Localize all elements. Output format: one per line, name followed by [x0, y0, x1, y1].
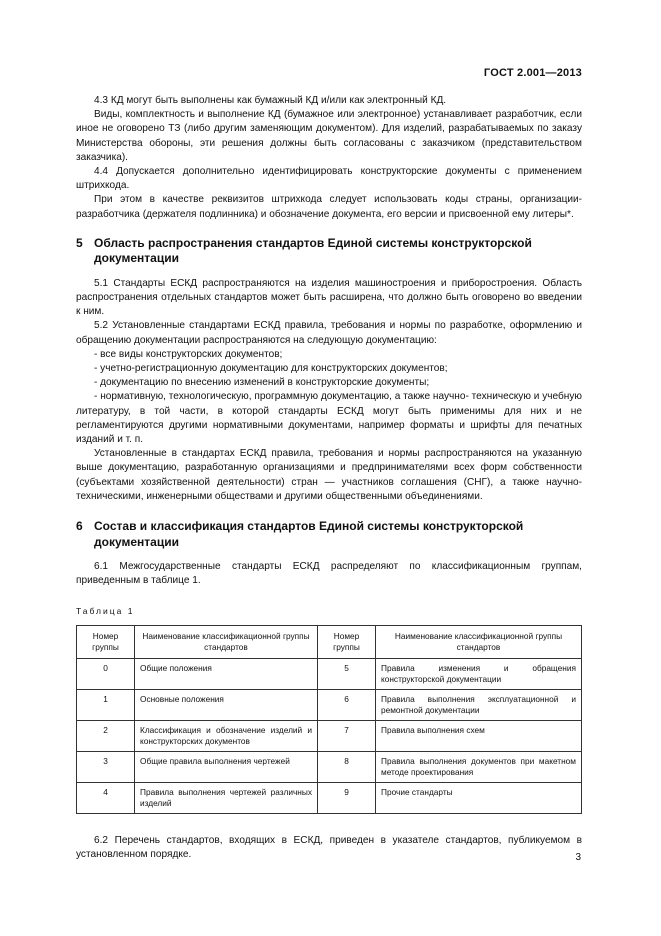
group-name: Прочие стандарты	[376, 782, 582, 813]
classification-table	[76, 625, 582, 814]
group-name: Правила выполнения документов при макетном методе проектирования	[376, 751, 582, 782]
group-name: Правила выполнения чертежей различных изделий	[135, 782, 318, 813]
group-number: 4	[77, 782, 135, 813]
section-5-heading	[76, 236, 582, 267]
table-row	[77, 720, 582, 751]
paragraph-6-1: 6.1 Межгосударственные стандарты ЕСКД распределяют по классификационным группам, приведенным в таблице 1.	[76, 561, 582, 587]
group-name: Основные положения	[135, 689, 318, 720]
table-caption: Таблица 1	[76, 606, 135, 617]
group-name: Общие правила выполнения чертежей	[135, 751, 318, 782]
list-item: - нормативную, технологическую, программную документацию, а также научно- техническую и учебную литературу, в той части, в которой стандарты ЕСКД могут быть применимы для них и не регламентируются другими нормативными документами, например форматы и шрифты для печатных изданий и т. п.	[76, 391, 582, 446]
table-row	[77, 689, 582, 720]
group-number: 7	[318, 720, 376, 751]
page-number: 3	[575, 852, 581, 863]
list-item: - учетно-регистрационную документацию для конструкторских документов;	[94, 363, 448, 375]
section-5-title: Область распространения стандартов Единой системы конструкторской документации	[94, 235, 532, 266]
paragraph-5-2: 5.2 Установленные стандартами ЕСКД правила, требования и нормы по разработке, оформлению и обращению документации распространяются на следующую документацию:	[76, 320, 582, 346]
paragraph-kd-types: Виды, комплектность и выполнение КД (бумажное или электронное) устанавливает разработчик, если иное не оговорено ТЗ (либо другим заменяющим документом). Для изделий, разрабатываемых по заказу Министерства обороны, эти решения должны быть согласованы с заказчиком (представительством заказчика).	[76, 109, 582, 163]
table-row	[77, 782, 582, 813]
section-6-heading	[76, 519, 582, 550]
group-name: Правила выполнения эксплуатационной и ремонтной документации	[376, 689, 582, 720]
section-6-title: Состав и классификация стандартов Единой системы конструкторской документации	[94, 519, 524, 549]
section-6-number: 6	[76, 519, 83, 534]
paragraph-4-4: 4.4 Допускается дополнительно идентифицировать конструкторские документы с применением штрихкода.	[76, 166, 582, 192]
header-group-name-left: Наименование классификационной группы стандартов	[135, 625, 318, 658]
group-number: 3	[77, 751, 135, 782]
group-number: 6	[318, 689, 376, 720]
group-number: 5	[318, 658, 376, 689]
group-number: 8	[318, 751, 376, 782]
table-header-row	[77, 625, 582, 658]
paragraph-5-scope: Установленные в стандартах ЕСКД правила, требования и нормы распространяются на указанную выше документацию, разработанную организациями и предпринимателями всех форм собственности (субъектами хозяйственной деятельности) стран — участников соглашения (СНГ), а также научно-техническими, инженерными обществами и другими общественными объединениями.	[76, 448, 582, 502]
paragraph-4-3: 4.3 КД могут быть выполнены как бумажный КД и/или как электронный КД.	[94, 95, 447, 106]
header-group-name-right: Наименование классификационной группы стандартов	[376, 625, 582, 658]
paragraph-6-2: 6.2 Перечень стандартов, входящих в ЕСКД, приведен в указателе стандартов, публикуемом в установленном порядке.	[76, 834, 582, 860]
group-name: Классификация и обозначение изделий и конструкторских документов	[135, 720, 318, 751]
paragraph-barcode: При этом в качестве реквизитов штрихкода следует использовать коды страны, организации-разработчика (держателя подлинника) и обозначение документа, его версии и присвоенной ему литеры*.	[76, 194, 582, 220]
list-item: - документацию по внесению изменений в конструкторские документы;	[94, 377, 430, 389]
page-content	[76, 94, 582, 862]
paragraph-5-1: 5.1 Стандарты ЕСКД распространяются на изделия машиностроения и приборостроения. Область распространения отдельных стандартов может быть расширена, что должно быть оговорено во введении к ним.	[76, 277, 582, 318]
section-5-number: 5	[76, 235, 83, 250]
header-group-number-left: Номер группы	[77, 625, 135, 658]
group-name: Общие положения	[135, 658, 318, 689]
group-number: 1	[77, 689, 135, 720]
group-number: 0	[77, 658, 135, 689]
group-number: 9	[318, 782, 376, 813]
table-row	[77, 658, 582, 689]
group-name: Правила изменения и обращения конструкторской документации	[376, 658, 582, 689]
document-code: ГОСТ 2.001—2013	[483, 67, 582, 79]
group-number: 2	[77, 720, 135, 751]
table-row	[77, 751, 582, 782]
header-group-number-right: Номер группы	[318, 625, 376, 658]
list-item: - все виды конструкторских документов;	[94, 348, 283, 360]
group-name: Правила выполнения схем	[376, 720, 582, 751]
